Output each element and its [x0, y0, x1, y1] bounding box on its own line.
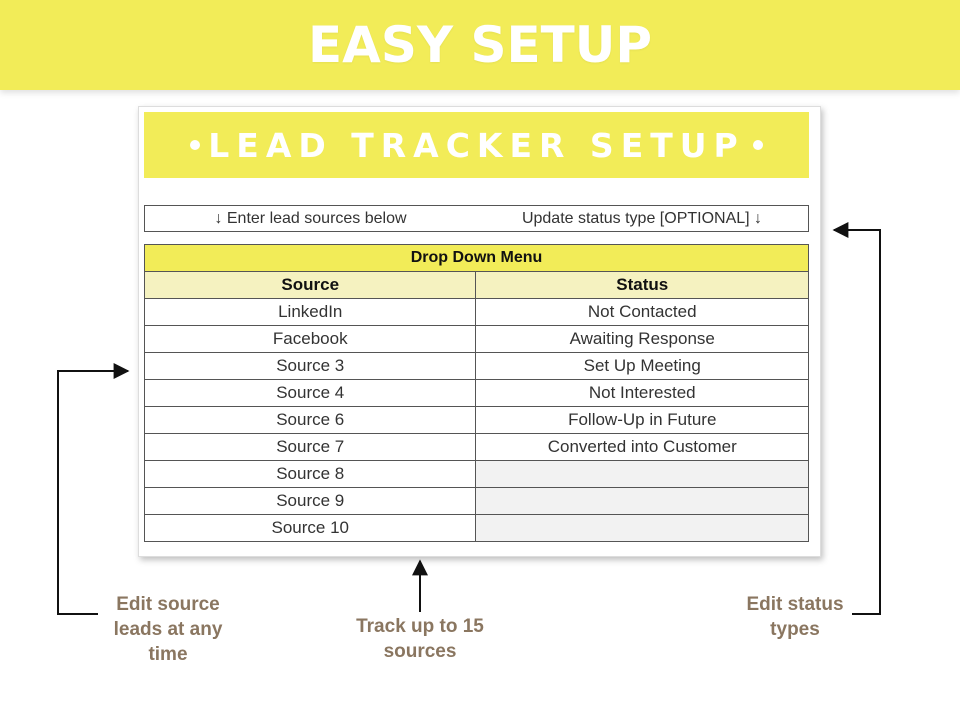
sheet-title-wrap — [190, 126, 763, 165]
status-cell[interactable]: Awaiting Response — [476, 326, 809, 353]
dropdown-table — [144, 244, 809, 542]
source-cell[interactable]: Source 7 — [145, 434, 476, 461]
left-callout-arrow — [58, 371, 128, 614]
sheet-header — [144, 112, 809, 178]
bullet-icon — [190, 140, 200, 150]
instruction-status: Update status type [OPTIONAL] ↓ — [521, 209, 763, 227]
column-header-status: Status — [476, 272, 809, 299]
callout-edit-status: Edit status types — [746, 594, 844, 640]
source-cell[interactable]: Source 9 — [145, 488, 476, 515]
status-cell[interactable]: Not Interested — [476, 380, 809, 407]
callout-edit-sources: Edit source leads at any time — [113, 594, 223, 665]
table-row — [145, 353, 809, 380]
status-cell[interactable]: Not Contacted — [476, 299, 809, 326]
table-row — [145, 434, 809, 461]
status-cell-empty[interactable] — [476, 461, 809, 488]
banner-title: EASY SETUP — [308, 16, 652, 74]
source-cell[interactable]: Facebook — [145, 326, 476, 353]
source-cell[interactable]: Source 3 — [145, 353, 476, 380]
column-header-source: Source — [145, 272, 476, 299]
bullet-icon — [753, 140, 763, 150]
status-cell-empty[interactable] — [476, 515, 809, 542]
status-cell[interactable]: Converted into Customer — [476, 434, 809, 461]
dropdown-menu-title: Drop Down Menu — [145, 245, 809, 272]
table-row — [145, 488, 809, 515]
table-row — [145, 461, 809, 488]
table-row — [145, 299, 809, 326]
status-cell[interactable]: Set Up Meeting — [476, 353, 809, 380]
instructions-row — [144, 205, 809, 232]
source-cell[interactable]: Source 4 — [145, 380, 476, 407]
banner — [0, 0, 960, 90]
sheet-title: LEAD TRACKER SETUP — [208, 125, 745, 165]
table-row — [145, 515, 809, 542]
status-cell[interactable]: Follow-Up in Future — [476, 407, 809, 434]
source-cell[interactable]: Source 6 — [145, 407, 476, 434]
instruction-sources: ↓ Enter lead sources below — [214, 209, 407, 227]
table-row — [145, 326, 809, 353]
table-row — [145, 407, 809, 434]
right-callout-arrow — [834, 230, 880, 614]
source-cell[interactable]: LinkedIn — [145, 299, 476, 326]
callout-track-sources: Track up to 15 sources — [356, 616, 484, 662]
table-row — [145, 380, 809, 407]
source-cell[interactable]: Source 10 — [145, 515, 476, 542]
spreadsheet-preview — [138, 106, 821, 557]
status-cell-empty[interactable] — [476, 488, 809, 515]
source-cell[interactable]: Source 8 — [145, 461, 476, 488]
